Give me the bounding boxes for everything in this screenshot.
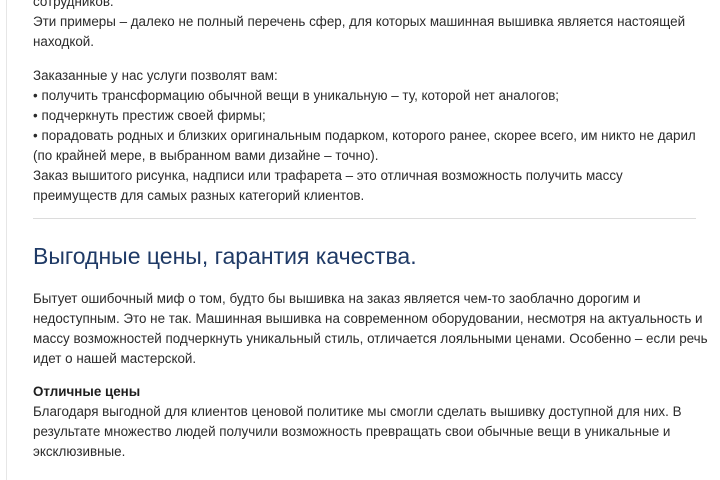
examples-text-line-2: находкой. [33, 34, 95, 49]
page-left-border [6, 0, 7, 480]
subheading-prices: Отличные цены [33, 384, 141, 399]
bullet-item-1 [33, 86, 559, 106]
cut-off-text-line: сотрудников. [33, 0, 114, 9]
prices-text-line-3: эксклюзивные. [33, 444, 126, 459]
paragraph-line-4: идет о нашей мастерской. [33, 351, 197, 366]
paragraph-line-1: Бытует ошибочный миф о том, будто бы вышивка на заказ является чем-то заоблачно дорогим и [33, 291, 641, 306]
services-intro: Заказанные у нас услуги позволят вам: [33, 68, 278, 83]
bullet-item-text: порадовать родных и близких оригинальным подарком, которого ранее, скорее всего, им никто не дарил [41, 128, 696, 143]
bullet-item-3-continuation: (по крайней мере, в выбранном вами дизайне – точно). [33, 148, 379, 163]
section-heading: Выгодные цены, гарантия качества. [33, 243, 417, 269]
order-text-line-2: преимуществ для самых разных категорий клиентов. [33, 188, 365, 203]
prices-text-line-1: Благодаря выгодной для клиентов ценовой политике мы смогли сделать вышивку доступной для них. В [33, 404, 682, 419]
paragraph-line-2: недоступным. Это не так. Машинная вышивка на современном оборудовании, несмотря на актуальность и [33, 311, 703, 326]
bullet-item-3 [33, 126, 696, 146]
bullet-item-text: получить трансформацию обычной вещи в уникальную – ту, которой нет аналогов; [41, 88, 560, 103]
section-divider [33, 218, 696, 219]
order-text-line-1: Заказ вышитого рисунка, надписи или трафарета – это отличная возможность получить массу [33, 168, 623, 183]
examples-text-line-1: Эти примеры – далеко не полный перечень сфер, для которых машинная вышивка является настоящей [33, 14, 686, 29]
bullet-item-text: подчеркнуть престиж своей фирмы; [41, 108, 266, 123]
bullet-icon: • [33, 128, 38, 143]
bullet-icon: • [33, 88, 38, 103]
paragraph-line-3: массу возможностей подчеркнуть уникальный стиль, отличается лояльными ценами. Особенно – если речь [33, 331, 708, 346]
bullet-item-2 [33, 106, 266, 126]
bullet-icon: • [33, 108, 38, 123]
prices-text-line-2: результате множество людей получили возможность превращать свои обычные вещи в уникальные и [33, 424, 671, 439]
